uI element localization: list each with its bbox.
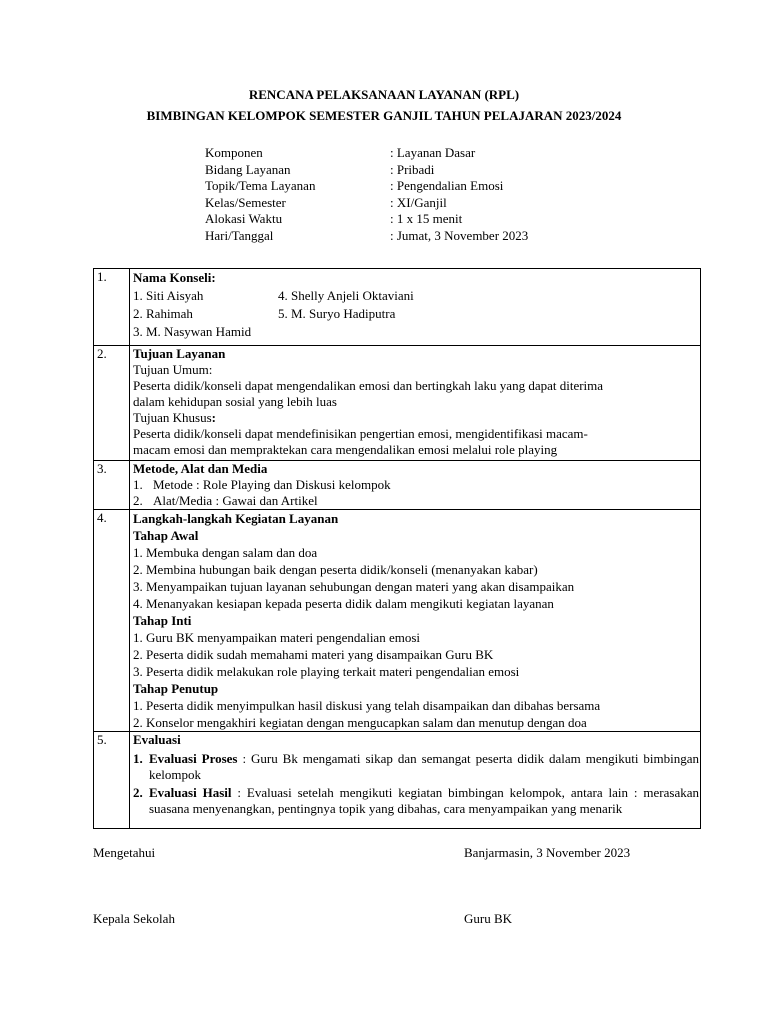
stage-heading: Tahap Penutup xyxy=(133,681,219,696)
tujuan-umum-text: Peserta didik/konseli dapat mengendalikan emosi dan bertingkah laku yang dapat diterima xyxy=(133,378,604,393)
meta-row xyxy=(205,195,528,212)
meta-row xyxy=(205,228,528,245)
meta-value: : Layanan Dasar xyxy=(390,145,476,160)
meta-row xyxy=(205,178,528,195)
list-text: Metode : Role Playing dan Diskusi kelompok xyxy=(153,477,391,492)
evaluation-text xyxy=(149,785,699,817)
meta-value: : 1 x 15 menit xyxy=(390,211,463,226)
evaluation-label: Evaluasi Hasil xyxy=(149,785,232,800)
section-content xyxy=(130,461,701,510)
name-item: 4. Shelly Anjeli Oktaviani xyxy=(278,288,414,303)
meta-key: Bidang Layanan xyxy=(205,161,291,177)
evaluation-item xyxy=(133,785,699,817)
section-number: 4. xyxy=(94,510,130,732)
meta-value: : Pengendalian Emosi xyxy=(390,178,504,193)
name-item: 1. Siti Aisyah xyxy=(133,288,204,303)
list-item xyxy=(133,493,699,509)
list-item xyxy=(133,477,699,493)
signature-place-date: Banjarmasin, 3 November 2023 xyxy=(464,845,631,860)
signature-counselor-role: Guru BK xyxy=(464,911,513,926)
meta-key: Topik/Tema Layanan xyxy=(205,178,316,193)
stage-heading: Tahap Awal xyxy=(133,528,199,543)
meta-key: Komponen xyxy=(205,145,263,160)
meta-row xyxy=(205,145,528,162)
section-heading: Langkah-langkah Kegiatan Layanan xyxy=(133,511,339,526)
name-item: 2. Rahimah xyxy=(133,306,193,321)
list-item: 2. Konselor mengakhiri kegiatan dengan mengucapkan salam dan menutup dengan doa xyxy=(133,715,587,730)
tujuan-khusus-text: macam emosi dan mempraktekan cara mengendalikan emosi melalui role playing xyxy=(133,442,558,457)
list-item: 1. Membuka dengan salam dan doa xyxy=(133,545,318,560)
meta-key: Alokasi Waktu xyxy=(205,211,283,226)
section-heading: Nama Konseli: xyxy=(133,270,216,285)
list-text: Alat/Media : Gawai dan Artikel xyxy=(153,493,318,508)
meta-key: Kelas/Semester xyxy=(205,194,286,210)
section-number: 2. xyxy=(94,346,130,461)
meta-value: : Pribadi xyxy=(390,161,435,177)
meta-info xyxy=(205,145,528,244)
section-content xyxy=(130,510,701,732)
evaluation-description: : Guru Bk mengamati sikap dan semangat peserta didik dalam mengikuti bimbingan kelompok xyxy=(149,751,699,782)
evaluation-label: Evaluasi Proses xyxy=(149,751,238,766)
meta-row xyxy=(205,162,528,179)
section-nama-konseli xyxy=(94,269,701,346)
section-metode xyxy=(94,461,701,510)
section-langkah-kegiatan xyxy=(94,510,701,732)
section-evaluasi xyxy=(94,732,701,829)
section-content xyxy=(130,732,701,829)
name-item: 5. M. Suryo Hadiputra xyxy=(278,306,396,321)
tujuan-khusus-text: Peserta didik/konseli dapat mendefinisikan pengertian emosi, mengidentifikasi macam- xyxy=(133,426,588,441)
list-item: 1. Guru BK menyampaikan materi pengendalian emosi xyxy=(133,630,421,645)
evaluation-description: : Evaluasi setelah mengikuti kegiatan bimbingan kelompok, antara lain : merasakan suasana menyenangkan, pentingnya topik yang dibahas, cara menyampaikan yang menarik xyxy=(149,785,700,816)
section-tujuan-layanan xyxy=(94,346,701,461)
document-subtitle: BIMBINGAN KELOMPOK SEMESTER GANJIL TAHUN PELAJARAN 2023/2024 xyxy=(146,108,622,123)
list-number: 2. xyxy=(133,493,143,508)
list-number: 1. xyxy=(133,477,143,492)
evaluation-number: 1. xyxy=(133,751,143,766)
meta-row xyxy=(205,211,528,228)
tujuan-umum-label: Tujuan Umum: xyxy=(133,362,213,377)
signature-principal-role: Kepala Sekolah xyxy=(93,911,175,926)
tujuan-khusus-label xyxy=(133,410,699,426)
document-title: RENCANA PELAKSANAAN LAYANAN (RPL) xyxy=(248,87,520,102)
list-item: 3. Peserta didik melakukan role playing terkait materi pengendalian emosi xyxy=(133,664,520,679)
section-number: 5. xyxy=(94,732,130,829)
list-item: 4. Menanyakan kesiapan kepada peserta didik dalam mengikuti kegiatan layanan xyxy=(133,596,554,611)
plan-table xyxy=(93,268,701,829)
name-item: 3. M. Nasywan Hamid xyxy=(133,324,252,339)
meta-key: Hari/Tanggal xyxy=(205,227,274,243)
stage-heading: Tahap Inti xyxy=(133,613,192,628)
evaluation-item xyxy=(133,751,699,783)
list-item: 3. Menyampaikan tujuan layanan sehubungan dengan materi yang akan disampaikan xyxy=(133,579,575,594)
list-item: 1. Peserta didik menyimpulkan hasil diskusi yang telah disampaikan dan dibahas bersama xyxy=(133,698,601,713)
evaluation-text xyxy=(149,751,699,783)
tujuan-khusus-label-text: Tujuan Khusus xyxy=(133,410,212,425)
meta-value: : Jumat, 3 November 2023 xyxy=(390,227,529,243)
section-content xyxy=(130,346,701,461)
signature-left-top: Mengetahui xyxy=(93,845,156,860)
evaluation-number: 2. xyxy=(133,785,143,800)
tujuan-umum-text: dalam kehidupan sosial yang lebih luas xyxy=(133,394,337,409)
name-row xyxy=(133,306,699,322)
list-item: 2. Peserta didik sudah memahami materi yang disampaikan Guru BK xyxy=(133,647,494,662)
section-heading: Tujuan Layanan xyxy=(133,346,226,361)
section-heading: Evaluasi xyxy=(133,732,181,747)
section-content xyxy=(130,269,701,346)
name-row xyxy=(133,288,699,304)
section-heading: Metode, Alat dan Media xyxy=(133,461,268,476)
meta-value: : XI/Ganjil xyxy=(390,194,447,210)
list-item: 2. Membina hubungan baik dengan peserta didik/konseli (menanyakan kabar) xyxy=(133,562,538,577)
section-number: 1. xyxy=(94,269,130,346)
section-number: 3. xyxy=(94,461,130,510)
tujuan-khusus-colon: : xyxy=(211,410,216,425)
